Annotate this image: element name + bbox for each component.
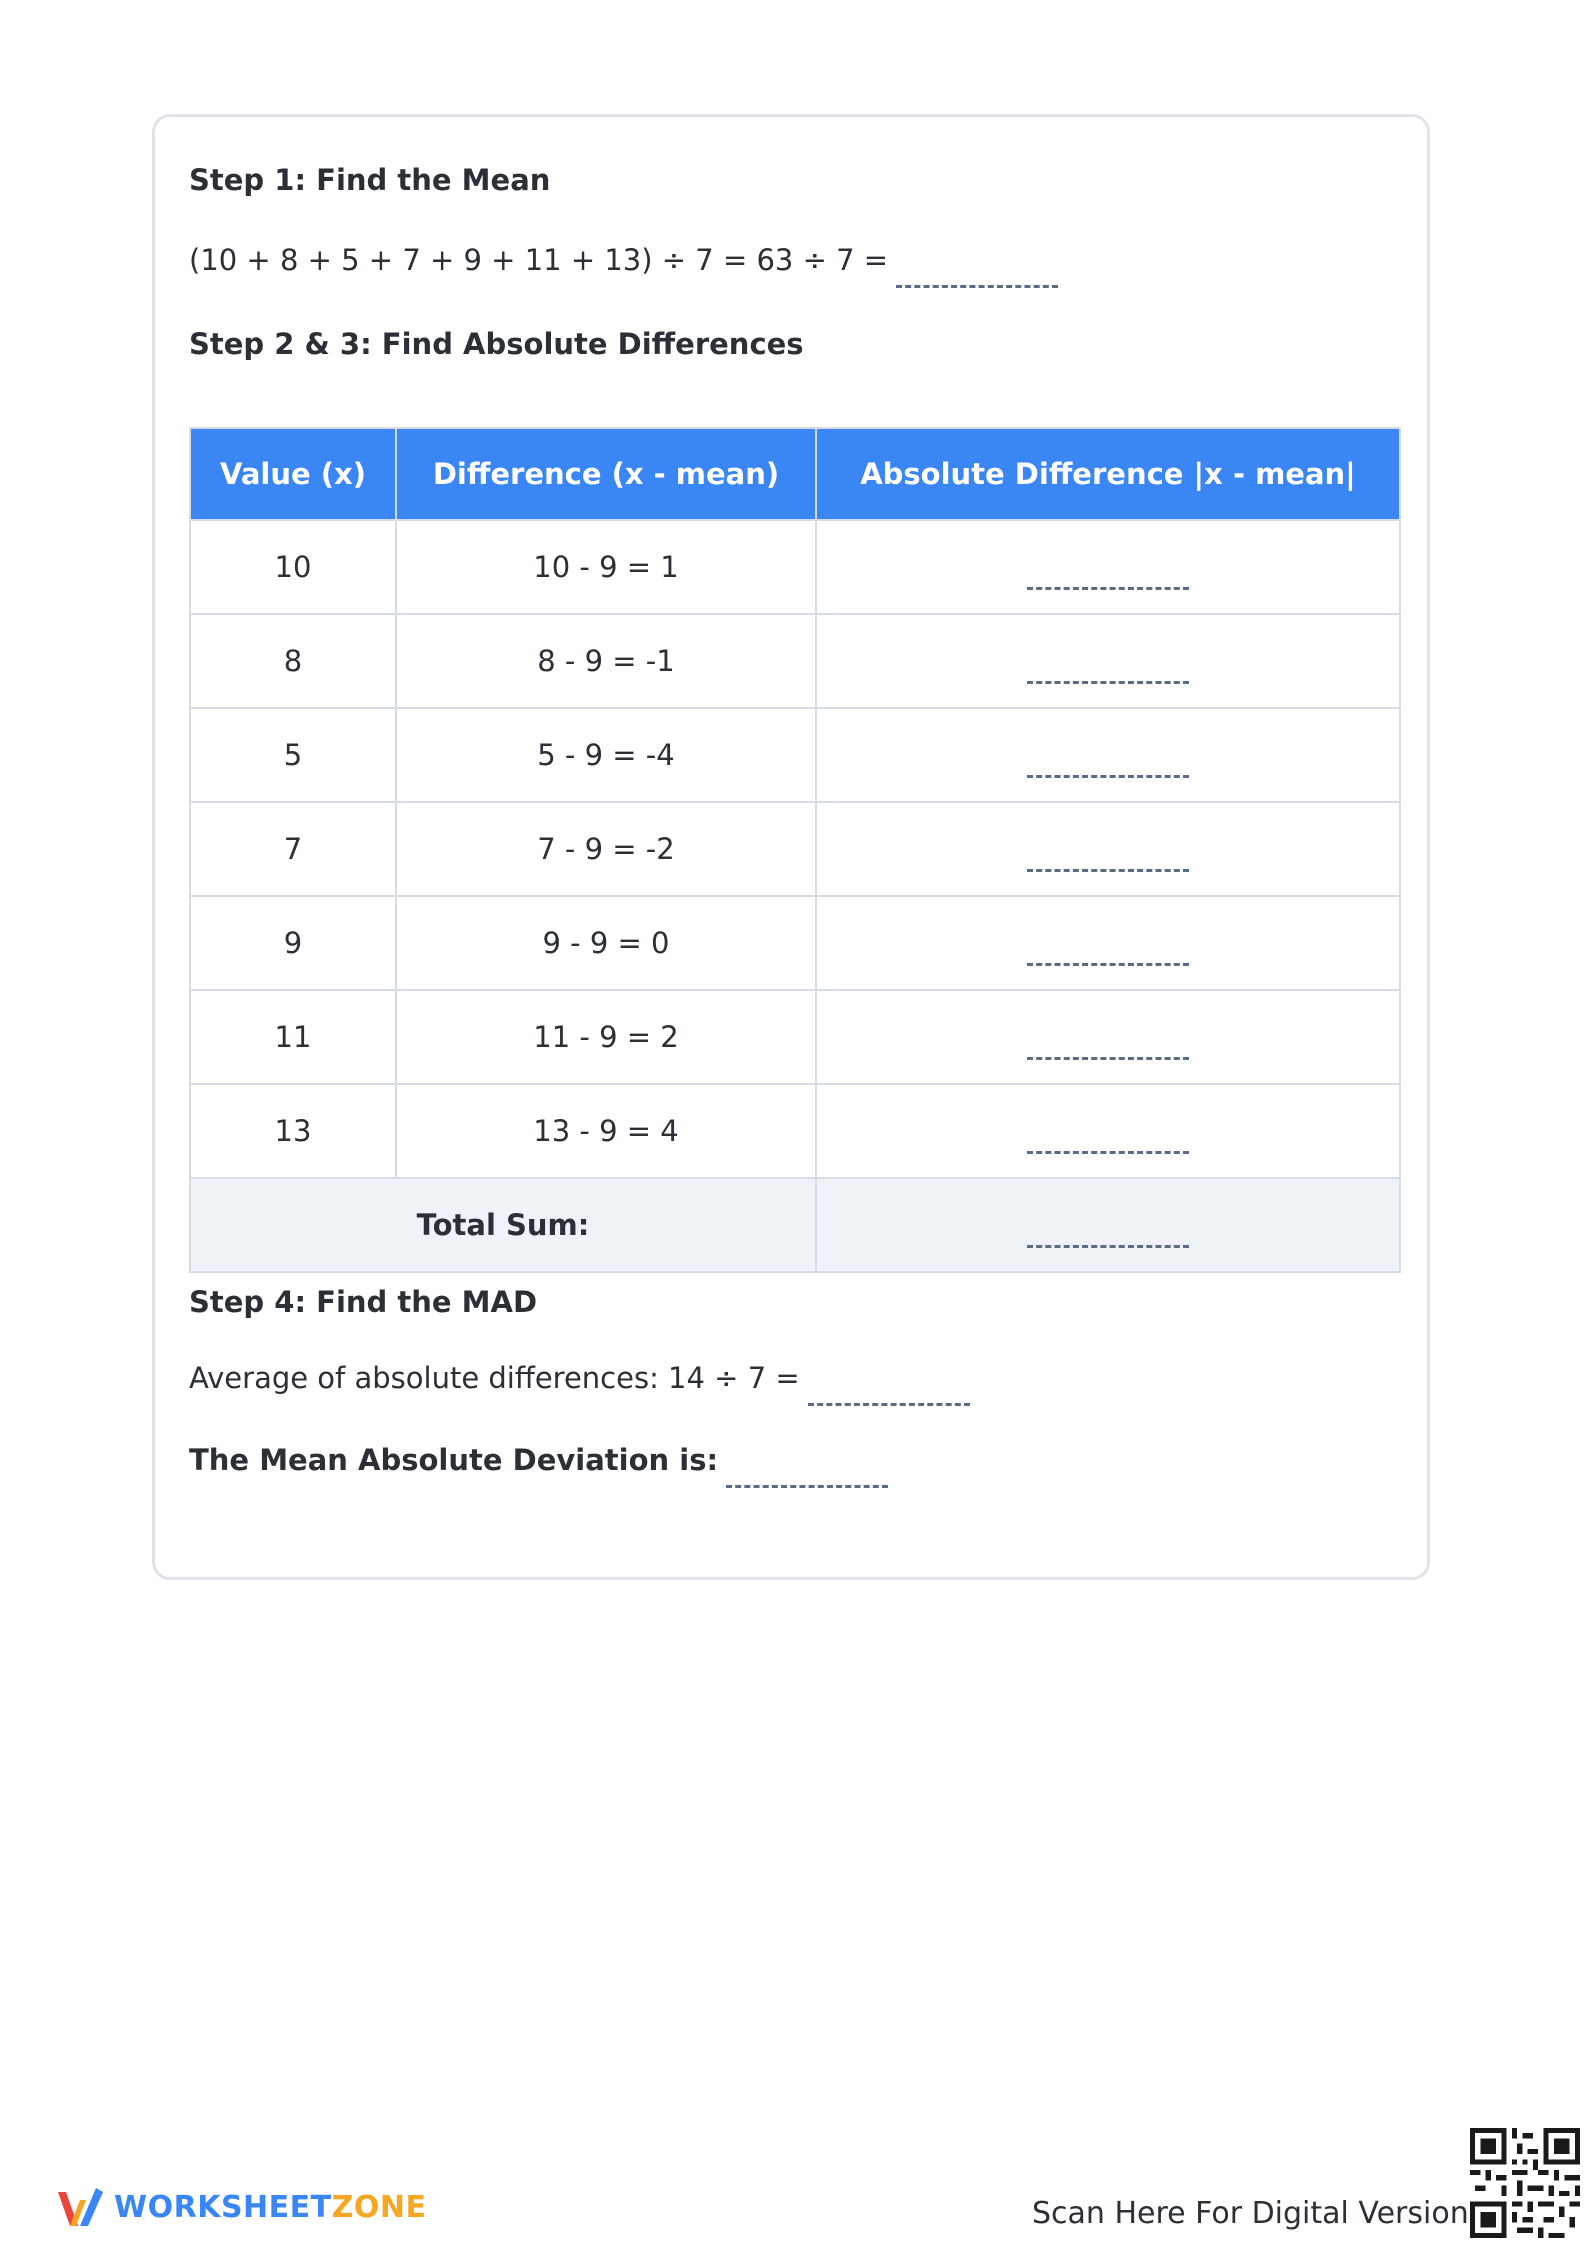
absolute-difference-blank[interactable] [1027, 559, 1189, 590]
absolute-difference-cell [816, 520, 1400, 614]
logo-word-part1: WORKSHEET [114, 2189, 332, 2225]
table-row [190, 708, 1400, 802]
step1-equation [189, 239, 1058, 277]
differences-table [189, 427, 1401, 1273]
value-cell: 5 [190, 708, 396, 802]
absolute-difference-blank[interactable] [1027, 1029, 1189, 1060]
header-absolute-difference: Absolute Difference |x - mean| [816, 428, 1400, 520]
worksheetzone-logo [56, 2178, 426, 2236]
difference-cell: 10 - 9 = 1 [396, 520, 816, 614]
value-cell: 9 [190, 896, 396, 990]
difference-cell: 7 - 9 = -2 [396, 802, 816, 896]
absolute-difference-blank[interactable] [1027, 841, 1189, 872]
absolute-difference-cell [816, 896, 1400, 990]
difference-cell: 5 - 9 = -4 [396, 708, 816, 802]
table-row [190, 614, 1400, 708]
difference-cell: 11 - 9 = 2 [396, 990, 816, 1084]
conclusion-line [189, 1439, 888, 1477]
logo-mark-icon [56, 2182, 104, 2232]
difference-cell: 13 - 9 = 4 [396, 1084, 816, 1178]
table-row [190, 520, 1400, 614]
mad-average-blank[interactable] [808, 1375, 970, 1406]
step23-title: Step 2 & 3: Find Absolute Differences [189, 327, 804, 361]
table-row [190, 802, 1400, 896]
total-sum-cell [816, 1178, 1400, 1272]
mean-answer-blank[interactable] [896, 257, 1058, 288]
absolute-difference-blank[interactable] [1027, 1123, 1189, 1154]
absolute-difference-blank[interactable] [1027, 653, 1189, 684]
mad-final-blank[interactable] [726, 1457, 888, 1488]
total-sum-label: Total Sum: [190, 1178, 816, 1272]
step1-equation-text: (10 + 8 + 5 + 7 + 9 + 11 + 13) ÷ 7 = 63 ÷ 7 = [189, 243, 889, 277]
absolute-difference-cell [816, 802, 1400, 896]
value-cell: 11 [190, 990, 396, 1084]
value-cell: 10 [190, 520, 396, 614]
worksheet-card [152, 114, 1430, 1580]
conclusion-label: The Mean Absolute Deviation is: [189, 1443, 719, 1477]
absolute-difference-cell [816, 708, 1400, 802]
value-cell: 13 [190, 1084, 396, 1178]
total-sum-blank[interactable] [1027, 1217, 1189, 1248]
header-value: Value (x) [190, 428, 396, 520]
step1-title: Step 1: Find the Mean [189, 163, 551, 197]
table-row [190, 896, 1400, 990]
total-row [190, 1178, 1400, 1272]
value-cell: 8 [190, 614, 396, 708]
logo-word-part2: ZONE [331, 2189, 427, 2225]
absolute-difference-cell [816, 614, 1400, 708]
scan-instruction: Scan Here For Digital Version [1032, 2196, 1469, 2231]
step4-title: Step 4: Find the MAD [189, 1285, 538, 1319]
value-cell: 7 [190, 802, 396, 896]
table-row [190, 1084, 1400, 1178]
table-row [190, 990, 1400, 1084]
qr-code-icon[interactable] [1470, 2128, 1580, 2238]
table-header-row [190, 428, 1400, 520]
step4-equation-text: Average of absolute differences: 14 ÷ 7 = [189, 1361, 800, 1395]
difference-cell: 8 - 9 = -1 [396, 614, 816, 708]
logo-wordmark [114, 2190, 426, 2225]
absolute-difference-cell [816, 1084, 1400, 1178]
difference-cell: 9 - 9 = 0 [396, 896, 816, 990]
header-difference: Difference (x - mean) [396, 428, 816, 520]
absolute-difference-blank[interactable] [1027, 747, 1189, 778]
absolute-difference-blank[interactable] [1027, 935, 1189, 966]
step4-equation [189, 1357, 970, 1395]
absolute-difference-cell [816, 990, 1400, 1084]
